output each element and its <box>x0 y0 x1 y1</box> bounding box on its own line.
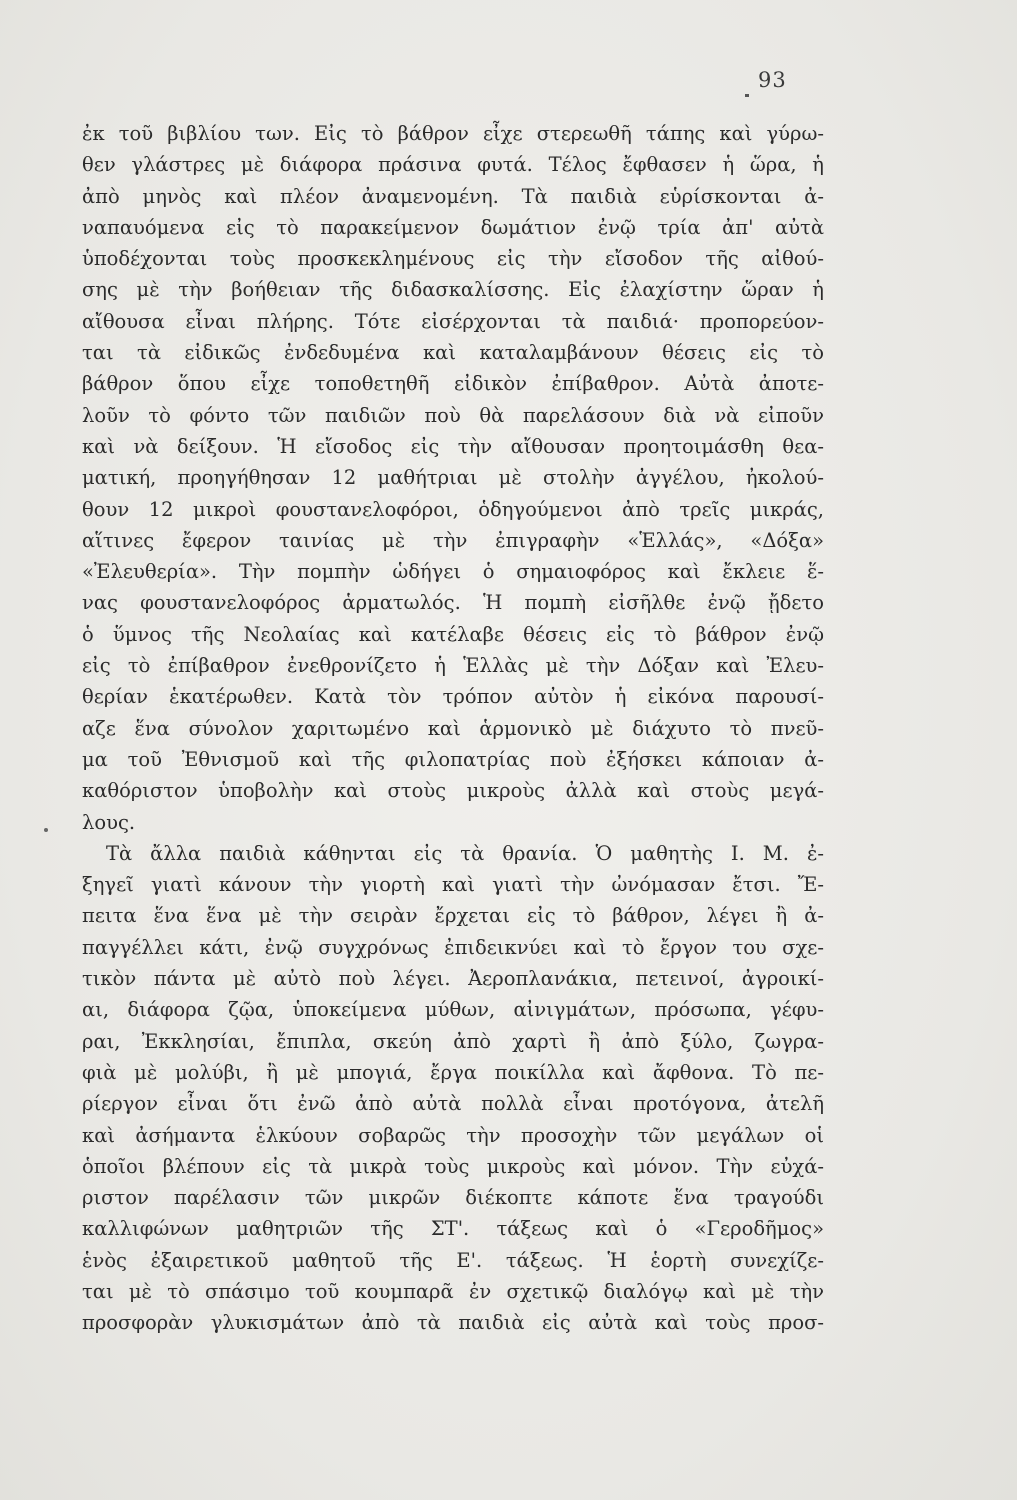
text-line: αζε ἕνα σύνολον χαριτωμένο καὶ ἁρμονικὸ μὲ διάχυτο τὸ πνεῦ- <box>82 716 824 740</box>
text-line: ριστον παρέλασιν τῶν μικρῶν διέκοπτε κάποτε ἕνα τραγούδι <box>82 1186 824 1210</box>
text-line: τικὸν πάντα μὲ αὐτὸ ποὺ λέγει. Ἀεροπλανάκια, πετεινοί, ἀγροικί- <box>82 967 824 991</box>
text-line: καθόριστον ὑποβολὴν καὶ στοὺς μικροὺς ἀλλὰ καὶ στοὺς μεγά- <box>82 779 824 803</box>
body-text <box>82 118 824 1339</box>
text-line: προσφορὰν γλυκισμάτων ἀπὸ τὰ παιδιὰ εἰς αὐτὰ καὶ τοὺς προσ- <box>82 1311 824 1335</box>
text-line: αι, διάφορα ζῷα, ὑποκείμενα μύθων, αἰνιγμάτων, πρόσωπα, γέφυ- <box>82 998 824 1022</box>
text-line: Τὰ ἄλλα παιδιὰ κάθηνται εἰς τὰ θρανία. Ὁ μαθητὴς Ι. Μ. ἐ- <box>106 841 824 865</box>
text-line: καλλιφώνων μαθητριῶν τῆς ΣΤ'. τάξεως καὶ ὁ «Γεροδῆμος» <box>82 1217 824 1241</box>
text-line: εἰς τὸ ἐπίβαθρον ἐνεθρονίζετο ἡ Ἑλλὰς μὲ τὴν Δόξαν καὶ Ἐλευ- <box>82 654 824 678</box>
text-line: θερίαν ἑκατέρωθεν. Κατὰ τὸν τρόπον αὐτὸν ἡ εἰκόνα παρουσί- <box>82 685 824 709</box>
text-line: ται μὲ τὸ σπάσιμο τοῦ κουμπαρᾶ ἐν σχετικῷ διαλόγῳ καὶ μὲ τὴν <box>82 1279 824 1303</box>
text-line: αἴθουσα εἶναι πλήρης. Τότε εἰσέρχονται τὰ παιδιά· προπορεύον- <box>82 309 824 333</box>
text-line: λοῦν τὸ φόντο τῶν παιδιῶν ποὺ θὰ παρελάσουν διὰ νὰ εἰποῦν <box>82 403 824 427</box>
text-line: καὶ ἀσήμαντα ἑλκύουν σοβαρῶς τὴν προσοχὴν τῶν μεγάλων οἱ <box>82 1123 824 1147</box>
margin-dot <box>44 828 48 832</box>
text-line: βάθρον ὅπου εἶχε τοποθετηθῆ εἰδικὸν ἐπίβαθρον. Αὐτὰ ἀποτε- <box>82 372 824 396</box>
page-number: 93 <box>758 68 787 92</box>
page-mark <box>745 94 749 97</box>
text-line: πειτα ἕνα ἕνα μὲ τὴν σειρὰν ἔρχεται εἰς τὸ βάθρον, λέγει ἢ ἀ- <box>82 904 824 928</box>
text-line: «Ἐλευθερία». Τὴν πομπὴν ὡδήγει ὁ σημαιοφόρος καὶ ἔκλειε ἕ- <box>82 560 824 584</box>
text-line: ἑνὸς ἐξαιρετικοῦ μαθητοῦ τῆς Ε'. τάξεως. Ἡ ἑορτὴ συνεχίζε- <box>82 1248 824 1272</box>
text-line: παγγέλλει κάτι, ἐνῷ συγχρόνως ἐπιδεικνύει καὶ τὸ ἔργον του σχε- <box>82 935 824 959</box>
text-line: αἵτινες ἔφερον ταινίας μὲ τὴν ἐπιγραφὴν «Ἑλλάς», «Δόξα» <box>82 528 824 552</box>
text-line: μα τοῦ Ἐθνισμοῦ καὶ τῆς φιλοπατρίας ποὺ ἐξήσκει κάποιαν ἀ- <box>82 747 824 771</box>
text-line: ματική, προηγήθησαν 12 μαθήτριαι μὲ στολὴν ἀγγέλου, ἠκολού- <box>82 466 824 490</box>
text-line: καὶ νὰ δείξουν. Ἡ εἴσοδος εἰς τὴν αἴθουσαν προητοιμάσθη θεα- <box>82 434 824 458</box>
text-line: ὁποῖοι βλέπουν εἰς τὰ μικρὰ τοὺς μικροὺς καὶ μόνον. Τὴν εὐχά- <box>82 1154 824 1178</box>
text-line: ἀπὸ μηνὸς καὶ πλέον ἀναμενομένη. Τὰ παιδιὰ εὑρίσκονται ἀ- <box>82 184 824 208</box>
text-line: ἐκ τοῦ βιβλίου των. Εἰς τὸ βάθρον εἶχε στερεωθῆ τάπης καὶ γύρω- <box>82 122 824 145</box>
text-line: θεν γλάστρες μὲ διάφορα πράσινα φυτά. Τέλος ἔφθασεν ἡ ὥρα, ἡ <box>82 153 824 177</box>
text-line: θουν 12 μικροὶ φουστανελοφόροι, ὁδηγούμενοι ἀπὸ τρεῖς μικράς, <box>82 497 824 521</box>
text-line: ξηγεῖ γιατὶ κάνουν τὴν γιορτὴ καὶ γιατὶ τὴν ὠνόμασαν ἔτσι. Ἔ- <box>82 873 824 897</box>
text-line: ναπαυόμενα εἰς τὸ παρακείμενον δωμάτιον ἐνῷ τρία ἀπ' αὐτὰ <box>82 215 824 239</box>
text-line: ραι, Ἐκκλησίαι, ἔπιπλα, σκεύη ἀπὸ χαρτὶ ἢ ἀπὸ ξύλο, ζωγρα- <box>82 1029 824 1053</box>
text-line: φιὰ μὲ μολύβι, ἢ μὲ μπογιά, ἔργα ποικίλλα καὶ ἄφθονα. Τὸ πε- <box>82 1060 824 1084</box>
text-line: σης μὲ τὴν βοήθειαν τῆς διδασκαλίσσης. Εἰς ἐλαχίστην ὥραν ἡ <box>82 278 824 302</box>
text-line: ρίεργον εἶναι ὅτι ἐνῶ ἀπὸ αὐτὰ πολλὰ εἶναι προτόγονα, ἀτελῆ <box>82 1092 824 1116</box>
text-line: ται τὰ εἰδικῶς ἐνδεδυμένα καὶ καταλαμβάνουν θέσεις εἰς τὸ <box>82 341 824 365</box>
text-line: λους. <box>82 810 136 834</box>
text-line: νας φουστανελοφόρος ἁρματωλός. Ἡ πομπὴ εἰσῆλθε ἐνῷ ᾔδετο <box>82 591 824 615</box>
text-line: ὑποδέχονται τοὺς προσκεκλημένους εἰς τὴν εἴσοδον τῆς αἰθού- <box>82 247 824 271</box>
text-line: ὁ ὕμνος τῆς Νεολαίας καὶ κατέλαβε θέσεις εἰς τὸ βάθρον ἐνῷ <box>82 622 824 646</box>
